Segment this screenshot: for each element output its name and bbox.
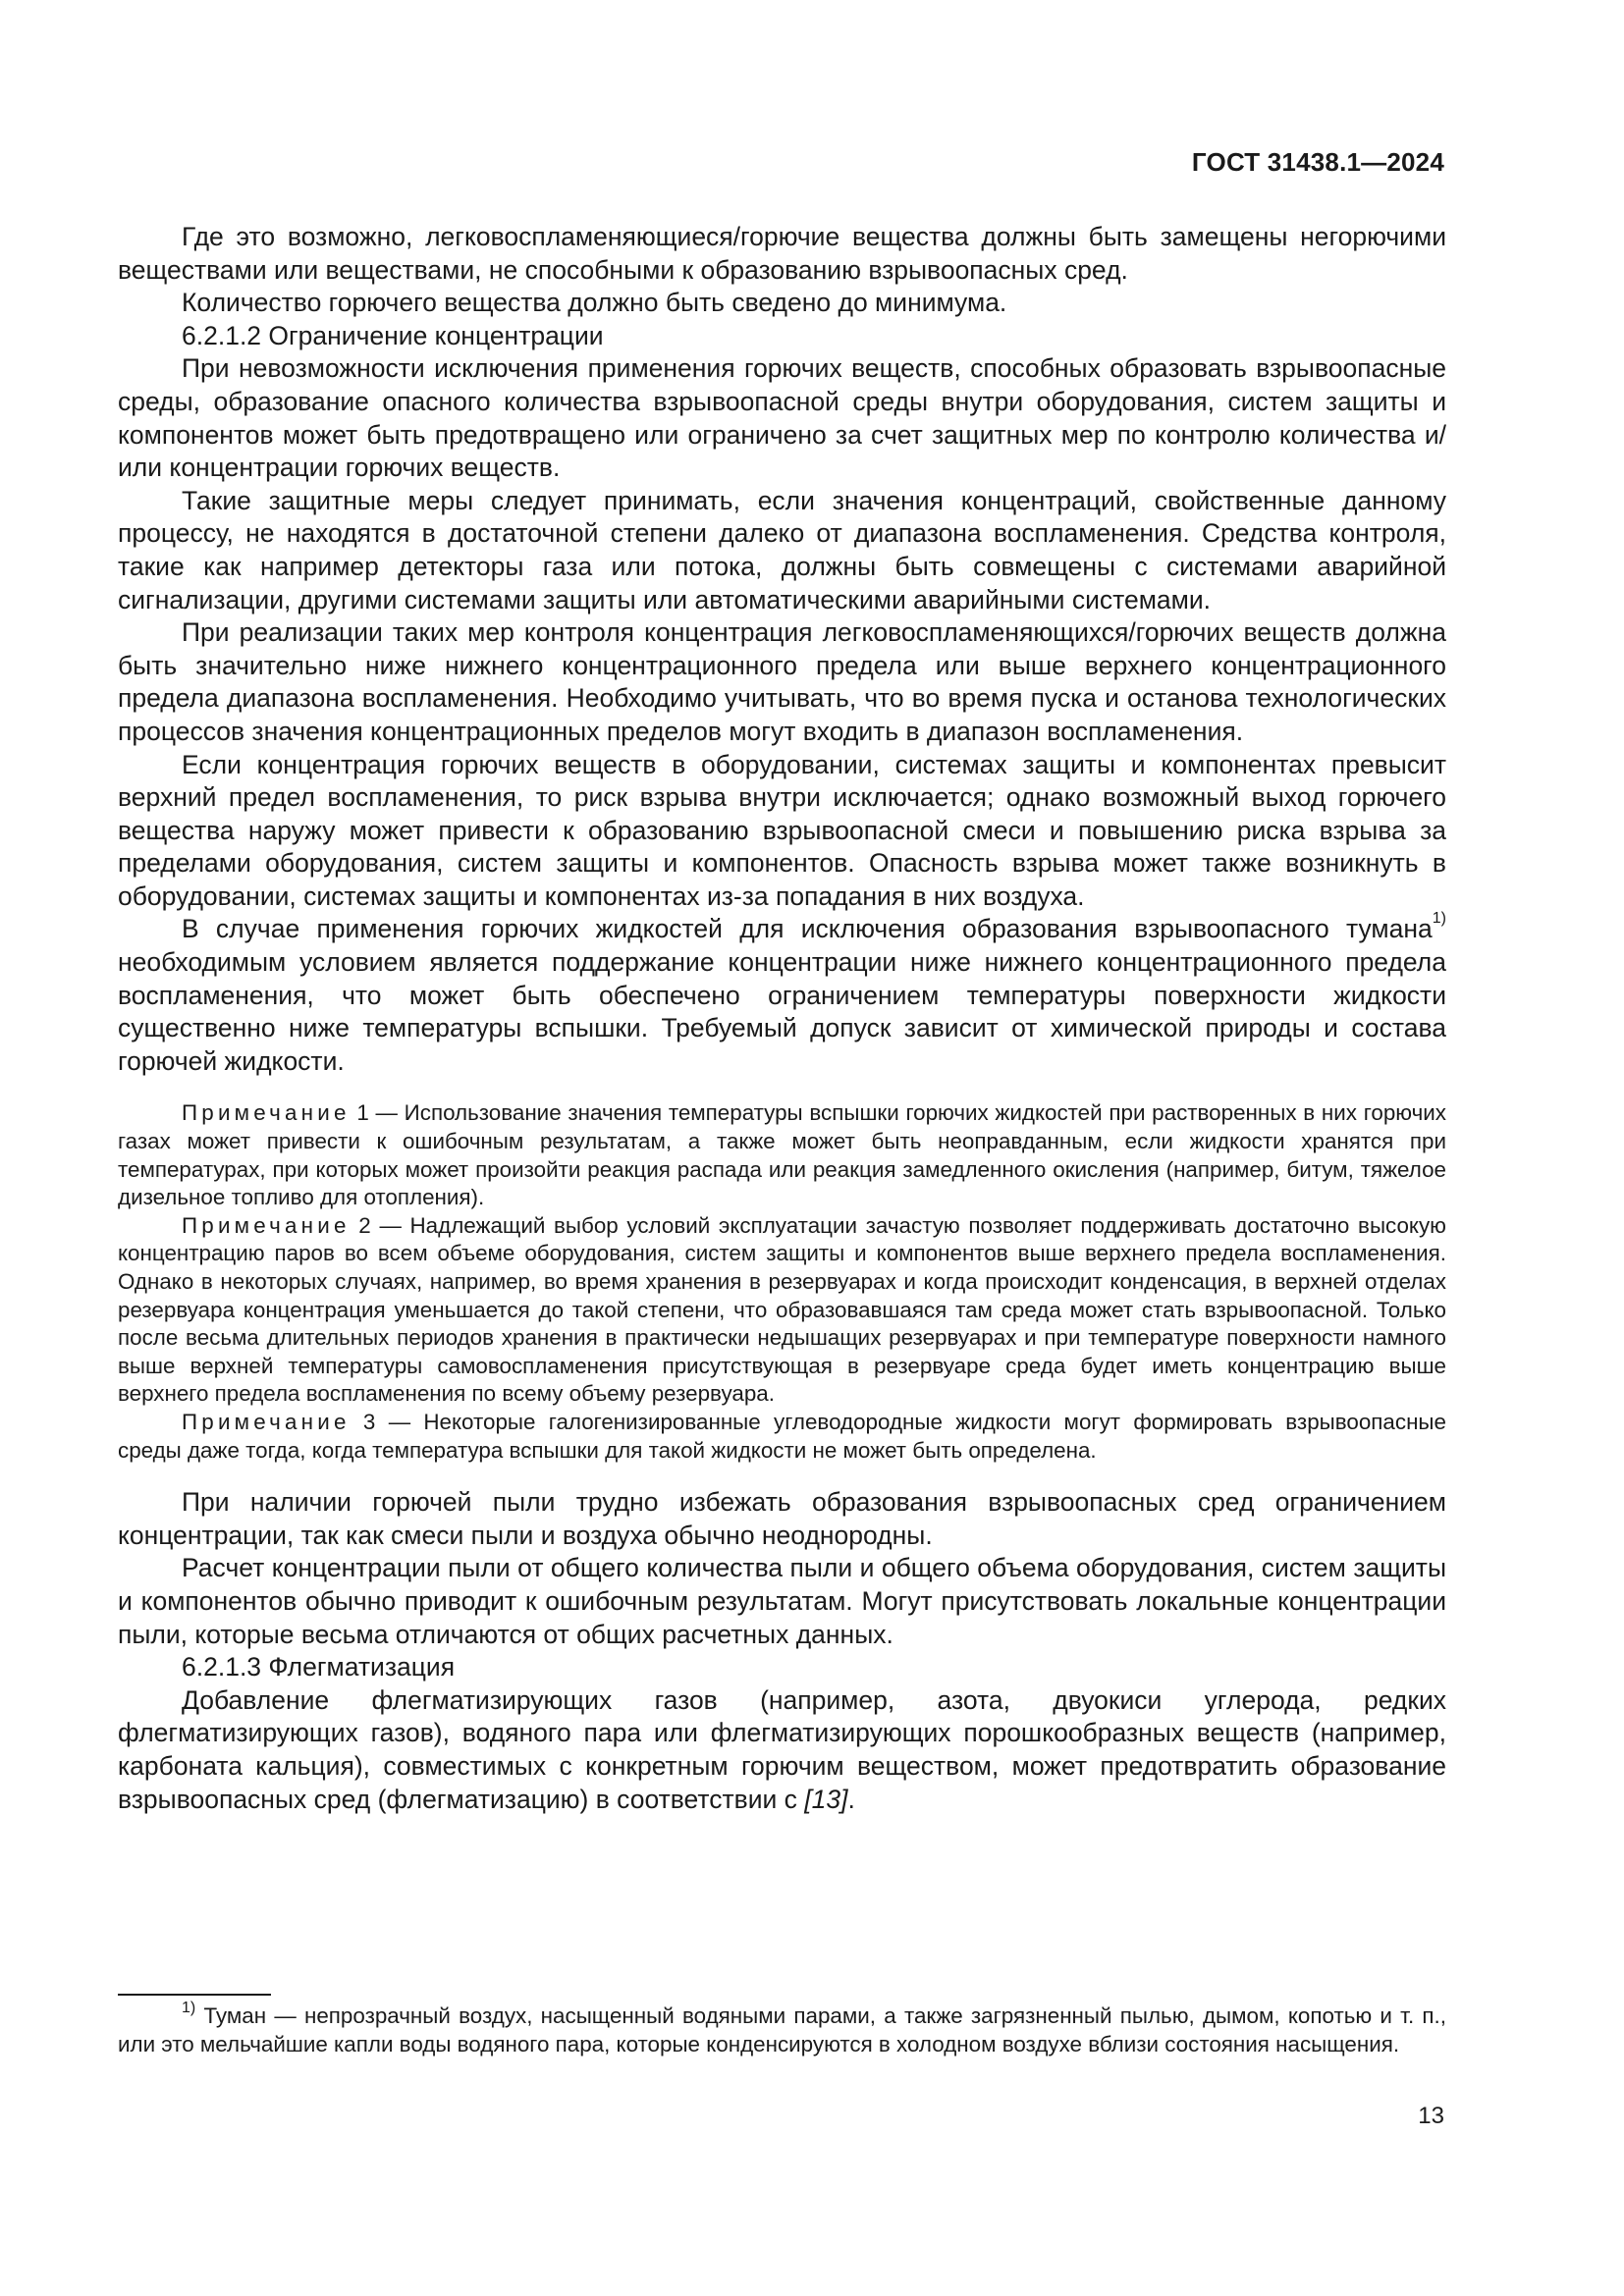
paragraph-text: необходимым условием является поддержание концентрации ниже нижнего концентрационного предела воспламенения, что может быть обеспечено ограничением температуры поверхности жидкости существенно ниже температуры вспышки. Требуемый допуск зависит от химической природы и состава горючей жидкости. (118, 947, 1446, 1076)
page-number: 13 (1418, 2103, 1444, 2129)
note-label: Примечание (182, 1409, 351, 1434)
paragraph: При реализации таких мер контроля концентрация легковоспламеняющихся/горючих веществ должна быть значительно ниже нижнего концентрационного предела или выше верхнего концентрационного предела диапазона воспламенения. Необходимо учитывать, что во время пуска и останова технологических процессов значения концентрационных пределов могут входить в диапазон воспламенения. (118, 617, 1446, 746)
footnote-text: Туман — непрозрачный воздух, насыщенный водяными парами, а также загрязненный пылью, дымом, копотью и т. п., или это мельчайшие капли воды водяного пара, которые конденсируются в холодном воздухе вблизи состояния насыщения. (118, 2003, 1446, 2056)
notes-block (118, 1099, 1446, 1465)
paragraph-text: Добавление флегматизирующих газов (например, азота, двуокиси углерода, редких флегматизирующих газов), водяного пара или флегматизирующих порошкообразных веществ (например, карбоната кальция), совместимых с конкретным горючим веществом, может предотвратить образование взрывоопасных сред (флегматизацию) в соответствии с (118, 1684, 1446, 1814)
paragraph: Такие защитные меры следует принимать, если значения концентраций, свойственные данному процессу, не находятся в достаточной степени далеко от диапазона воспламенения. Средства контроля, такие как например детекторы газа или потока, должны быть совмещены с системами аварийной сигнализации, другими системами защиты или автоматическими аварийными системами. (118, 485, 1446, 614)
note-1 (118, 1099, 1446, 1211)
note-number: 2 (358, 1212, 371, 1238)
main-text (118, 221, 1446, 1816)
paragraph: При невозможности исключения применения горючих веществ, способных образовать взрывоопасные среды, образование опасного количества взрывоопасной среды внутри оборудования, систем защиты и компонентов может быть предотвращено или ограничено за счет защитных мер по контролю количества и/или концентрации горючих веществ. (118, 353, 1446, 483)
section-heading-6-2-1-3: 6.2.1.3 Флегматизация (182, 1652, 456, 1682)
footnote (118, 2002, 1446, 2058)
paragraph: Расчет концентрации пыли от общего количества пыли и общего объема оборудования, систем защиты и компонентов обычно приводит к ошибочным результатам. Могут присутствовать локальные концентрации пыли, которые весьма отличаются от общих расчетных данных. (118, 1553, 1446, 1649)
section-heading-6-2-1-2: 6.2.1.2 Ограничение концентрации (182, 320, 604, 350)
paragraph: Количество горючего вещества должно быть сведено до минимума. (182, 288, 1007, 318)
footnote-text-line (118, 2002, 1446, 2058)
footnote-marker: 1) (182, 2000, 196, 2016)
paragraph-end: . (847, 1784, 855, 1814)
note-number: 1 (356, 1100, 369, 1126)
paragraph: При наличии горючей пыли трудно избежать образования взрывоопасных сред ограничением концентрации, так как смеси пыли и воздуха обычно неоднородны. (118, 1487, 1446, 1550)
paragraph (118, 910, 1446, 1078)
note-label: Примечание (182, 1212, 351, 1238)
paragraph-text: В случае применения горючих жидкостей для исключения образования взрывоопасного тумана (182, 914, 1433, 944)
note-text: — Использование значения температуры вспышки горючих жидкостей при растворенных в них горючих газах может привести к ошибочным результатам, а также может быть неоправданным, если жидкости хранятся при температурах, при которых может произойти реакция распада или реакция замедленного окисления (например, битум, тяжелое дизельное топливо для отопления). (118, 1100, 1446, 1210)
paragraph: Где это возможно, легковоспламеняющиеся/горючие вещества должны быть замещены негорючими веществами или веществами, не способными к образованию взрывоопасных сред. (118, 222, 1446, 285)
note-3 (118, 1409, 1446, 1465)
note-text: — Некоторые галогенизированные углеводородные жидкости могут формировать взрывоопасные среды даже тогда, когда температура вспышки для такой жидкости не может быть определена. (118, 1409, 1446, 1463)
bibliography-reference: [13] (804, 1784, 848, 1814)
note-text: — Надлежащий выбор условий эксплуатации зачастую позволяет поддерживать достаточно высокую концентрацию паров во всем объеме оборудования, систем защиты и компонентов выше верхнего предела воспламенения. Однако в некоторых случаях, например, во время хранения в резервуарах и когда происходит конденсация, в верхней отделах резервуара концентрация уменьшается до такой степени, что образовавшаяся там среда может стать взрывоопасной. Только после весьма длительных периодов хранения в практически недышащих резервуарах и при температуре поверхности намного выше верхней температуры самовоспламенения присутствующая в резервуаре среда будет иметь концентрацию выше верхнего предела воспламенения по всему объему резервуара. (118, 1212, 1446, 1407)
paragraph (118, 1684, 1446, 1816)
footnote-reference: 1) (1432, 910, 1446, 928)
note-label: Примечание (182, 1100, 351, 1126)
standard-code: ГОСТ 31438.1—2024 (1191, 147, 1444, 177)
note-2 (118, 1212, 1446, 1409)
footnote-separator (118, 1994, 271, 1996)
paragraph: Если концентрация горючих веществ в оборудовании, системах защиты и компонентах превысит верхний предел воспламенения, то риск взрыва внутри исключается; однако возможный выход горючего вещества наружу может привести к образованию взрывоопасной смеси и повышению риска взрыва за пределами оборудования, систем защиты и компонентов. Опасность взрыва может также возникнуть в оборудовании, системах защиты и компонентах из-за попадания в них воздуха. (118, 749, 1446, 911)
note-number: 3 (362, 1409, 376, 1434)
